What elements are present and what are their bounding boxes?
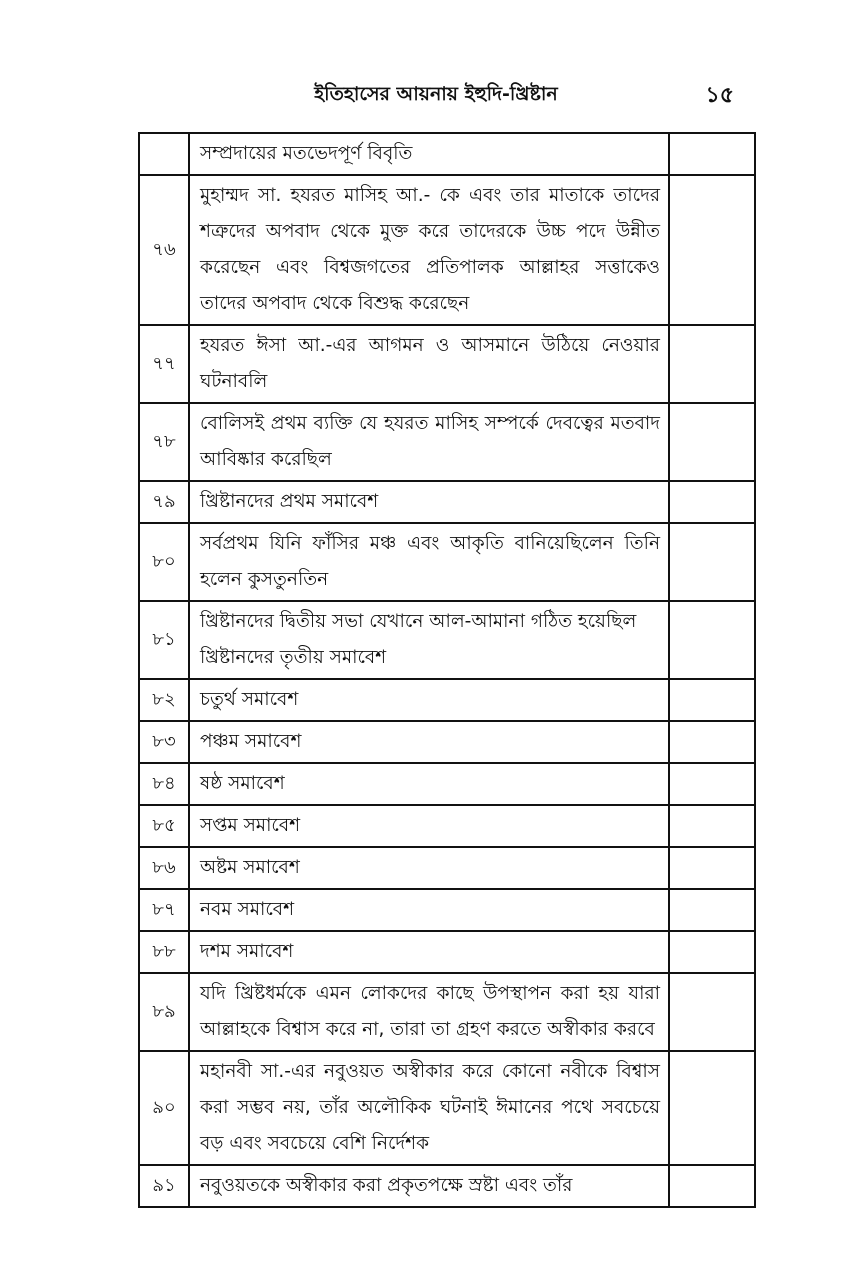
entry-number: ৭৮ bbox=[139, 403, 189, 481]
table-row bbox=[139, 133, 755, 175]
entry-page-cell bbox=[669, 763, 755, 805]
table-row bbox=[139, 1051, 755, 1165]
entry-title bbox=[189, 325, 669, 403]
entry-number: ৭৬ bbox=[139, 175, 189, 325]
table-row bbox=[139, 601, 755, 679]
entry-title bbox=[189, 847, 669, 889]
contents-table-body bbox=[139, 133, 755, 1207]
entry-title-line: খ্রিষ্টানদের প্রথম সমাবেশ bbox=[200, 491, 379, 512]
entry-number: ৭৭ bbox=[139, 325, 189, 403]
table-row bbox=[139, 325, 755, 403]
entry-title bbox=[189, 805, 669, 847]
table-row bbox=[139, 931, 755, 973]
entry-title bbox=[189, 679, 669, 721]
entry-title bbox=[189, 133, 669, 175]
entry-number: ৮৫ bbox=[139, 805, 189, 847]
entry-number: ৮৪ bbox=[139, 763, 189, 805]
entry-page-cell bbox=[669, 175, 755, 325]
entry-number: ৮৭ bbox=[139, 889, 189, 931]
entry-page-cell bbox=[669, 973, 755, 1051]
entry-page-cell bbox=[669, 931, 755, 973]
entry-number: ৮৩ bbox=[139, 721, 189, 763]
entry-page-cell bbox=[669, 721, 755, 763]
entry-title-line: পঞ্চম সমাবেশ bbox=[200, 731, 302, 752]
entry-title-line: সপ্তম সমাবেশ bbox=[200, 815, 301, 836]
table-row bbox=[139, 679, 755, 721]
entry-title-line: খ্রিষ্টানদের দ্বিতীয় সভা যেখানে আল-আমানা গঠিত হয়েছিল bbox=[200, 611, 637, 632]
entry-title bbox=[189, 763, 669, 805]
entry-number: ৯০ bbox=[139, 1051, 189, 1165]
entry-title-line: সর্বপ্রথম যিনি ফাঁসির মঞ্চ এবং আকৃতি বানিয়েছিলেন তিনি হলেন কুসতুনতিন bbox=[200, 533, 660, 590]
entry-title-line: দশম সমাবেশ bbox=[200, 941, 294, 962]
table-row bbox=[139, 721, 755, 763]
entry-page-cell bbox=[669, 601, 755, 679]
entry-number bbox=[139, 133, 189, 175]
entry-number: ৮৮ bbox=[139, 931, 189, 973]
entry-page-cell bbox=[669, 403, 755, 481]
entry-page-cell bbox=[669, 523, 755, 601]
entry-number: ৮০ bbox=[139, 523, 189, 601]
contents-table bbox=[138, 132, 756, 1208]
entry-number: ৮৯ bbox=[139, 973, 189, 1051]
table-row bbox=[139, 481, 755, 523]
entry-page-cell bbox=[669, 805, 755, 847]
entry-number: ৮২ bbox=[139, 679, 189, 721]
entry-title bbox=[189, 721, 669, 763]
entry-number: ৮১ bbox=[139, 601, 189, 679]
entry-title bbox=[189, 1051, 669, 1165]
table-row bbox=[139, 403, 755, 481]
table-row bbox=[139, 523, 755, 601]
page-number: ১৫ bbox=[705, 83, 734, 108]
entry-title-line: যদি খ্রিষ্টধর্মকে এমন লোকদের কাছে উপস্থাপন করা হয় যারা আল্লাহকে বিশ্বাস করে না, তারা তা গ্রহণ করতে অস্বীকার করবে bbox=[200, 983, 660, 1040]
entry-title bbox=[189, 973, 669, 1051]
entry-page-cell bbox=[669, 325, 755, 403]
entry-page-cell bbox=[669, 889, 755, 931]
entry-page-cell bbox=[669, 847, 755, 889]
entry-title-line: সম্প্রদায়ের মতভেদপূর্ণ বিবৃতি bbox=[200, 143, 413, 164]
running-title: ইতিহাসের আয়নায় ইহুদি-খ্রিষ্টান bbox=[314, 83, 558, 105]
entry-title-line: নবম সমাবেশ bbox=[200, 899, 295, 920]
page-header bbox=[138, 76, 734, 106]
table-row bbox=[139, 889, 755, 931]
entry-number: ৯১ bbox=[139, 1165, 189, 1207]
entry-title bbox=[189, 1165, 669, 1207]
table-row bbox=[139, 805, 755, 847]
entry-number: ৭৯ bbox=[139, 481, 189, 523]
entry-page-cell bbox=[669, 1165, 755, 1207]
entry-title-line: মহানবী সা.-এর নবুওয়ত অস্বীকার করে কোনো নবীকে বিশ্বাস করা সম্ভব নয়, তাঁর অলৌকিক ঘটনাই ঈমানের পথে সবচেয়ে বড় এবং সবচেয়ে বেশি নির্দেশক bbox=[200, 1061, 660, 1154]
entry-page-cell bbox=[669, 1051, 755, 1165]
entry-page-cell bbox=[669, 481, 755, 523]
entry-title bbox=[189, 889, 669, 931]
table-row bbox=[139, 763, 755, 805]
entry-title-line: বোলিসই প্রথম ব্যক্তি যে হযরত মাসিহ সম্পর্কে দেবত্বের মতবাদ আবিষ্কার করেছিল bbox=[200, 413, 660, 470]
entry-title-line: হযরত ঈসা আ.-এর আগমন ও আসমানে উঠিয়ে নেওয়ার ঘটনাবলি bbox=[200, 335, 660, 392]
entry-title bbox=[189, 523, 669, 601]
entry-title-line: নবুওয়তকে অস্বীকার করা প্রকৃতপক্ষে স্রষ্টা এবং তাঁর bbox=[200, 1175, 573, 1196]
entry-title-line: খ্রিষ্টানদের তৃতীয় সমাবেশ bbox=[200, 647, 387, 668]
entry-number: ৮৬ bbox=[139, 847, 189, 889]
entry-title-line: মুহাম্মদ সা. হযরত মাসিহ আ.- কে এবং তার মাতাকে তাদের শত্রুদের অপবাদ থেকে মুক্ত করে তাদেরকে উচ্চ পদে উন্নীত করেছেন এবং বিশ্বজগতের প্রতিপালক আল্লাহর সত্তাকেও তাদের অপবাদ থেকে বিশুদ্ধ করেছেন bbox=[200, 185, 660, 314]
entry-title bbox=[189, 601, 669, 679]
entry-title-line: ষষ্ঠ সমাবেশ bbox=[200, 773, 285, 794]
entry-title bbox=[189, 931, 669, 973]
table-row bbox=[139, 175, 755, 325]
entry-title bbox=[189, 481, 669, 523]
entry-page-cell bbox=[669, 679, 755, 721]
entry-title bbox=[189, 403, 669, 481]
entry-title-line: অষ্টম সমাবেশ bbox=[200, 857, 300, 878]
entry-title-line: চতুর্থ সমাবেশ bbox=[200, 689, 299, 710]
table-row bbox=[139, 1165, 755, 1207]
table-row bbox=[139, 973, 755, 1051]
entry-title bbox=[189, 175, 669, 325]
table-row bbox=[139, 847, 755, 889]
entry-page-cell bbox=[669, 133, 755, 175]
